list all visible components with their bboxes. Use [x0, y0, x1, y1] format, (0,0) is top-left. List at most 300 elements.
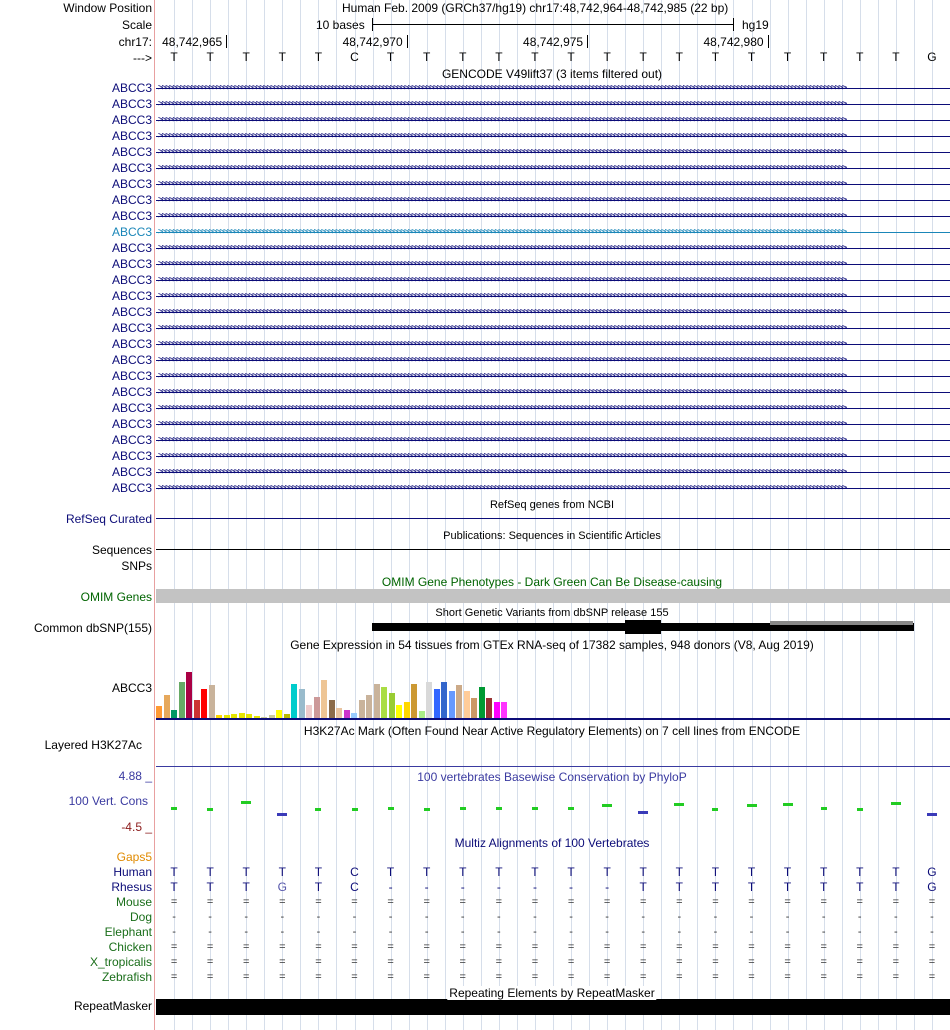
base-letter: T — [423, 50, 431, 64]
multiz-base: - — [388, 926, 393, 938]
gencode-strand-chevrons: >>>>>>>>>>>>>>>>>>>>>>>>>>>>>>>>>>>>>>>>>>>>>>>>>>>>>>>>>>>>>>>>>>>>>>>>>>>>>>>>>>>>>>>>>>>>>>>>>>>>>>>>>>>>>>>>>>>>>>>>>>>>>>>>>>>>>>>>>>>>>>>>>>>>>>>>>>>>>>>>>>>>>>>>>>>>>>>>>>>>>>>>>>>>>> — [158, 307, 846, 317]
phylop-mark[interactable] — [857, 808, 863, 811]
multiz-base: = — [531, 896, 539, 908]
gencode-gene-label[interactable]: ABCC3 — [111, 161, 152, 175]
multiz-base: = — [676, 971, 683, 983]
scale-label: Scale — [121, 18, 152, 32]
multiz-base: = — [748, 896, 755, 908]
multiz-base: - — [569, 880, 574, 894]
base-letter: T — [495, 50, 503, 64]
multiz-base: = — [495, 941, 503, 953]
ruler-tick — [587, 35, 588, 48]
multiz-gaps-label[interactable]: Gaps5 — [116, 850, 152, 864]
gtex-tissue-bar[interactable] — [479, 687, 485, 718]
db-label: hg19 — [742, 18, 769, 32]
base-letter: G — [927, 50, 937, 64]
gencode-gene-label[interactable]: ABCC3 — [111, 353, 152, 367]
ruler-position: 48,742,970 — [342, 35, 403, 49]
multiz-base: G — [927, 880, 937, 894]
multiz-base: T — [170, 880, 178, 894]
gencode-gene-label[interactable]: ABCC3 — [111, 305, 152, 319]
gtex-tissue-bar[interactable] — [374, 684, 380, 718]
gtex-tissue-bar[interactable] — [164, 695, 170, 718]
multiz-base: - — [894, 926, 898, 938]
dbsnp-variant-block[interactable] — [625, 620, 661, 634]
gtex-tissue-bar[interactable] — [359, 700, 365, 718]
multiz-base: = — [567, 971, 575, 983]
gtex-tissue-bar[interactable] — [486, 698, 492, 718]
base-letter: T — [314, 50, 323, 64]
multiz-base: T — [820, 865, 828, 879]
gencode-gene-label[interactable]: ABCC3 — [111, 289, 152, 303]
multiz-species-label[interactable]: Rhesus — [111, 880, 152, 894]
multiz-base: T — [603, 865, 611, 879]
multiz-base: - — [172, 926, 176, 938]
multiz-species-label[interactable]: Elephant — [104, 925, 152, 939]
multiz-base: T — [783, 880, 792, 894]
gtex-tissue-bar[interactable] — [329, 700, 335, 718]
gencode-gene-label[interactable]: ABCC3 — [111, 97, 152, 111]
gtex-tissue-bar[interactable] — [464, 691, 470, 718]
multiz-base: = — [351, 896, 358, 908]
publications-sequence-feature[interactable] — [156, 549, 950, 550]
gencode-gene-label[interactable]: ABCC3 — [111, 465, 152, 479]
multiz-base: - — [280, 911, 285, 923]
multiz-base: = — [531, 971, 539, 983]
multiz-base: = — [820, 896, 827, 908]
gtex-tissue-bar[interactable] — [306, 705, 312, 718]
refseq-track-title: RefSeq genes from NCBI — [489, 499, 615, 511]
gencode-gene-label[interactable]: ABCC3 — [111, 449, 152, 463]
multiz-base: - — [857, 926, 862, 938]
multiz-base: - — [244, 911, 249, 923]
gtex-tissue-bar[interactable] — [411, 684, 417, 718]
multiz-base: T — [820, 880, 828, 894]
multiz-base: = — [315, 956, 322, 968]
refseq-gene-feature[interactable] — [156, 518, 950, 519]
multiz-base: = — [423, 956, 430, 968]
gencode-gene-label[interactable]: ABCC3 — [111, 145, 152, 159]
gtex-track-title: Gene Expression in 54 tissues from GTEx RNA-seq of 17382 samples, 948 donors (V8, Aug 2019) — [290, 638, 814, 652]
ruler-position: 48,742,975 — [523, 35, 584, 49]
gencode-gene-label[interactable]: ABCC3 — [111, 257, 152, 271]
phylop-mark[interactable] — [532, 807, 538, 810]
phylop-mark[interactable] — [388, 807, 394, 810]
multiz-base: = — [603, 941, 611, 953]
gencode-strand-chevrons: >>>>>>>>>>>>>>>>>>>>>>>>>>>>>>>>>>>>>>>>>>>>>>>>>>>>>>>>>>>>>>>>>>>>>>>>>>>>>>>>>>>>>>>>>>>>>>>>>>>>>>>>>>>>>>>>>>>>>>>>>>>>>>>>>>>>>>>>>>>>>>>>>>>>>>>>>>>>>>>>>>>>>>>>>>>>>>>>>>>>>>>>>>>>>> — [158, 195, 846, 205]
scale-bar-tick-left — [372, 18, 373, 31]
multiz-base: = — [351, 941, 358, 953]
gtex-tissue-bar[interactable] — [344, 710, 350, 718]
multiz-base: = — [495, 971, 503, 983]
multiz-base: T — [675, 865, 683, 879]
multiz-base: - — [605, 880, 610, 894]
multiz-base: - — [641, 911, 646, 923]
phylop-max-label: 4.88 _ — [118, 769, 152, 783]
gencode-gene-label[interactable]: ABCC3 — [111, 385, 152, 399]
h3k27ac-track-label[interactable]: Layered H3K27Ac — [44, 738, 142, 752]
multiz-base: = — [351, 971, 358, 983]
gencode-gene-label[interactable]: ABCC3 — [111, 193, 152, 207]
multiz-base: = — [243, 896, 250, 908]
omim-gene-feature[interactable] — [156, 589, 950, 603]
multiz-base: - — [821, 911, 826, 923]
ruler-position: 48,742,980 — [703, 35, 764, 49]
phylop-mark[interactable] — [638, 811, 648, 814]
multiz-base: = — [784, 941, 791, 953]
multiz-base: = — [676, 896, 683, 908]
multiz-base: - — [641, 926, 646, 938]
multiz-base: = — [640, 971, 647, 983]
multiz-base: = — [928, 971, 936, 983]
gencode-gene-label[interactable]: ABCC3 — [111, 129, 152, 143]
repeatmasker-track-label[interactable]: RepeatMasker — [73, 999, 152, 1013]
phylop-mark[interactable] — [241, 801, 251, 804]
multiz-base: = — [748, 941, 755, 953]
gencode-gene-label[interactable]: ABCC3 — [111, 417, 152, 431]
gtex-tissue-bar[interactable] — [434, 689, 440, 718]
multiz-base: = — [820, 971, 827, 983]
multiz-base: = — [892, 896, 900, 908]
gtex-tissue-bar[interactable] — [194, 700, 200, 718]
multiz-base: - — [930, 926, 934, 938]
multiz-base: G — [927, 865, 937, 879]
multiz-base: T — [639, 865, 647, 879]
multiz-base: - — [569, 926, 573, 938]
gtex-track-label[interactable]: ABCC3 — [111, 681, 152, 695]
multiz-base: = — [856, 896, 863, 908]
base-letter: T — [170, 50, 178, 64]
phylop-track-label[interactable]: 100 Vert. Cons — [68, 794, 148, 808]
multiz-species-label[interactable]: Dog — [129, 910, 152, 924]
gencode-strand-chevrons: >>>>>>>>>>>>>>>>>>>>>>>>>>>>>>>>>>>>>>>>>>>>>>>>>>>>>>>>>>>>>>>>>>>>>>>>>>>>>>>>>>>>>>>>>>>>>>>>>>>>>>>>>>>>>>>>>>>>>>>>>>>>>>>>>>>>>>>>>>>>>>>>>>>>>>>>>>>>>>>>>>>>>>>>>>>>>>>>>>>>>>>>>>>>>> — [158, 163, 846, 173]
base-letter: T — [892, 50, 900, 64]
multiz-base: G — [277, 880, 287, 894]
phylop-mark[interactable] — [460, 807, 466, 810]
multiz-base: = — [423, 971, 430, 983]
multiz-base: - — [460, 880, 465, 894]
multiz-base: = — [423, 896, 430, 908]
multiz-base: - — [749, 911, 754, 923]
multiz-base: - — [785, 911, 790, 923]
gencode-strand-chevrons: >>>>>>>>>>>>>>>>>>>>>>>>>>>>>>>>>>>>>>>>>>>>>>>>>>>>>>>>>>>>>>>>>>>>>>>>>>>>>>>>>>>>>>>>>>>>>>>>>>>>>>>>>>>>>>>>>>>>>>>>>>>>>>>>>>>>>>>>>>>>>>>>>>>>>>>>>>>>>>>>>>>>>>>>>>>>>>>>>>>>>>>>>>>>>> — [158, 467, 846, 477]
dbsnp-track-label[interactable]: Common dbSNP(155) — [33, 621, 152, 635]
multiz-base: T — [314, 865, 323, 879]
gtex-tissue-bar[interactable] — [449, 691, 455, 718]
base-letter: T — [747, 50, 756, 64]
gencode-strand-chevrons: >>>>>>>>>>>>>>>>>>>>>>>>>>>>>>>>>>>>>>>>>>>>>>>>>>>>>>>>>>>>>>>>>>>>>>>>>>>>>>>>>>>>>>>>>>>>>>>>>>>>>>>>>>>>>>>>>>>>>>>>>>>>>>>>>>>>>>>>>>>>>>>>>>>>>>>>>>>>>>>>>>>>>>>>>>>>>>>>>>>>>>>>>>>>>> — [158, 291, 846, 301]
gtex-baseline — [156, 718, 950, 720]
gtex-tissue-bar[interactable] — [471, 698, 477, 718]
dbsnp-variant-grey[interactable] — [770, 621, 913, 625]
multiz-base: = — [170, 956, 178, 968]
gtex-tissue-bar[interactable] — [171, 710, 177, 718]
multiz-base: = — [315, 941, 322, 953]
multiz-base: T — [170, 865, 178, 879]
phylop-mark[interactable] — [927, 813, 937, 816]
gencode-strand-chevrons: >>>>>>>>>>>>>>>>>>>>>>>>>>>>>>>>>>>>>>>>>>>>>>>>>>>>>>>>>>>>>>>>>>>>>>>>>>>>>>>>>>>>>>>>>>>>>>>>>>>>>>>>>>>>>>>>>>>>>>>>>>>>>>>>>>>>>>>>>>>>>>>>>>>>>>>>>>>>>>>>>>>>>>>>>>>>>>>>>>>>>>>>>>>>>> — [158, 355, 846, 365]
gencode-gene-label[interactable]: ABCC3 — [111, 113, 152, 127]
multiz-base: = — [712, 941, 719, 953]
omim-track-title: OMIM Gene Phenotypes - Dark Green Can Be Disease-causing — [381, 575, 723, 589]
gtex-tissue-bar[interactable] — [291, 684, 297, 718]
phylop-mark[interactable] — [674, 803, 684, 806]
multiz-base: = — [279, 956, 286, 968]
multiz-base: = — [892, 941, 900, 953]
multiz-base: = — [567, 956, 575, 968]
gencode-strand-chevrons: >>>>>>>>>>>>>>>>>>>>>>>>>>>>>>>>>>>>>>>>>>>>>>>>>>>>>>>>>>>>>>>>>>>>>>>>>>>>>>>>>>>>>>>>>>>>>>>>>>>>>>>>>>>>>>>>>>>>>>>>>>>>>>>>>>>>>>>>>>>>>>>>>>>>>>>>>>>>>>>>>>>>>>>>>>>>>>>>>>>>>>>>>>>>>> — [158, 403, 846, 413]
multiz-base: = — [892, 971, 900, 983]
scale-bar — [372, 24, 734, 25]
phylop-mark[interactable] — [496, 807, 502, 810]
multiz-base: = — [784, 956, 791, 968]
multiz-base: - — [388, 911, 393, 923]
multiz-base: T — [639, 880, 647, 894]
repeatmasker-feature[interactable] — [156, 999, 950, 1015]
phylop-mark[interactable] — [171, 807, 177, 810]
phylop-mark[interactable] — [821, 807, 827, 810]
multiz-base: T — [892, 865, 900, 879]
multiz-species-label[interactable]: X_tropicalis — [89, 955, 152, 969]
gencode-gene-label[interactable]: ABCC3 — [111, 401, 152, 415]
multiz-base: T — [278, 865, 286, 879]
multiz-base: T — [242, 865, 250, 879]
multiz-base: T — [856, 865, 864, 879]
multiz-base: = — [387, 896, 394, 908]
base-letter: T — [639, 50, 647, 64]
gtex-tissue-bar[interactable] — [366, 695, 372, 718]
multiz-base: - — [244, 926, 249, 938]
multiz-base: = — [820, 956, 827, 968]
publications-snps-label[interactable]: SNPs — [121, 559, 152, 573]
gencode-strand-chevrons: >>>>>>>>>>>>>>>>>>>>>>>>>>>>>>>>>>>>>>>>>>>>>>>>>>>>>>>>>>>>>>>>>>>>>>>>>>>>>>>>>>>>>>>>>>>>>>>>>>>>>>>>>>>>>>>>>>>>>>>>>>>>>>>>>>>>>>>>>>>>>>>>>>>>>>>>>>>>>>>>>>>>>>>>>>>>>>>>>>>>>>>>>>>>>> — [158, 211, 846, 221]
multiz-base: = — [206, 896, 214, 908]
gtex-tissue-bar[interactable] — [209, 685, 215, 718]
multiz-base: - — [532, 880, 537, 894]
gencode-gene-label[interactable]: ABCC3 — [111, 209, 152, 223]
multiz-base: T — [711, 865, 720, 879]
multiz-base: = — [640, 956, 647, 968]
multiz-track-title: Multiz Alignments of 100 Vertebrates — [454, 836, 650, 850]
phylop-mark[interactable] — [602, 804, 612, 807]
multiz-base: = — [495, 896, 503, 908]
multiz-base: T — [856, 880, 864, 894]
multiz-base: = — [423, 941, 430, 953]
multiz-base: - — [821, 926, 826, 938]
multiz-base: T — [747, 880, 756, 894]
gtex-tissue-bar[interactable] — [321, 680, 327, 718]
multiz-base: = — [459, 941, 466, 953]
multiz-species-label[interactable]: Chicken — [108, 940, 152, 954]
multiz-base: - — [894, 911, 898, 923]
gtex-tissue-bar[interactable] — [419, 711, 425, 718]
gencode-gene-label[interactable]: ABCC3 — [111, 369, 152, 383]
gencode-strand-chevrons: >>>>>>>>>>>>>>>>>>>>>>>>>>>>>>>>>>>>>>>>>>>>>>>>>>>>>>>>>>>>>>>>>>>>>>>>>>>>>>>>>>>>>>>>>>>>>>>>>>>>>>>>>>>>>>>>>>>>>>>>>>>>>>>>>>>>>>>>>>>>>>>>>>>>>>>>>>>>>>>>>>>>>>>>>>>>>>>>>>>>>>>>>>>>>> — [158, 147, 846, 157]
gencode-gene-label[interactable]: ABCC3 — [111, 81, 152, 95]
scale-bar-tick-right — [733, 18, 734, 31]
phylop-mark[interactable] — [891, 802, 901, 805]
multiz-base: = — [784, 971, 791, 983]
multiz-species-label[interactable]: Human — [113, 865, 152, 879]
multiz-base: = — [170, 941, 178, 953]
dbsnp-track-title: Short Genetic Variants from dbSNP release 155 — [435, 607, 669, 619]
phylop-mark[interactable] — [277, 813, 287, 816]
gtex-tissue-bar[interactable] — [299, 689, 305, 718]
multiz-base: = — [279, 941, 286, 953]
phylop-mark[interactable] — [315, 808, 321, 811]
base-letter: T — [242, 50, 250, 64]
window-position-label: Window Position — [63, 1, 152, 15]
base-letter: T — [603, 50, 611, 64]
multiz-base: - — [497, 911, 501, 923]
gtex-tissue-bar[interactable] — [179, 682, 185, 718]
multiz-base: = — [495, 956, 503, 968]
multiz-base: = — [459, 896, 466, 908]
chrom-label: chr17: — [118, 35, 152, 49]
gencode-strand-chevrons: >>>>>>>>>>>>>>>>>>>>>>>>>>>>>>>>>>>>>>>>>>>>>>>>>>>>>>>>>>>>>>>>>>>>>>>>>>>>>>>>>>>>>>>>>>>>>>>>>>>>>>>>>>>>>>>>>>>>>>>>>>>>>>>>>>>>>>>>>>>>>>>>>>>>>>>>>>>>>>>>>>>>>>>>>>>>>>>>>>>>>>>>>>>>>> — [158, 243, 846, 253]
phylop-mark[interactable] — [712, 808, 718, 811]
phylop-mark[interactable] — [424, 808, 430, 811]
multiz-base: - — [424, 880, 429, 894]
gtex-tissue-bar[interactable] — [186, 672, 192, 718]
multiz-base: = — [243, 956, 250, 968]
gtex-tissue-bar[interactable] — [381, 687, 387, 718]
multiz-base: T — [423, 865, 431, 879]
gencode-strand-chevrons: >>>>>>>>>>>>>>>>>>>>>>>>>>>>>>>>>>>>>>>>>>>>>>>>>>>>>>>>>>>>>>>>>>>>>>>>>>>>>>>>>>>>>>>>>>>>>>>>>>>>>>>>>>>>>>>>>>>>>>>>>>>>>>>>>>>>>>>>>>>>>>>>>>>>>>>>>>>>>>>>>>>>>>>>>>>>>>>>>>>>>>>>>>>>>> — [158, 387, 846, 397]
gencode-strand-chevrons: >>>>>>>>>>>>>>>>>>>>>>>>>>>>>>>>>>>>>>>>>>>>>>>>>>>>>>>>>>>>>>>>>>>>>>>>>>>>>>>>>>>>>>>>>>>>>>>>>>>>>>>>>>>>>>>>>>>>>>>>>>>>>>>>>>>>>>>>>>>>>>>>>>>>>>>>>>>>>>>>>>>>>>>>>>>>>>>>>>>>>>>>>>>>>> — [158, 483, 846, 493]
base-letter: T — [856, 50, 864, 64]
multiz-species-label[interactable]: Zebrafish — [101, 970, 152, 984]
multiz-base: = — [928, 896, 936, 908]
multiz-base: = — [640, 896, 647, 908]
gtex-tissue-bar[interactable] — [501, 702, 507, 718]
multiz-base: T — [495, 865, 503, 879]
gtex-tissue-bar[interactable] — [314, 697, 320, 718]
gtex-tissue-bar[interactable] — [276, 710, 282, 718]
multiz-base: = — [387, 971, 394, 983]
phylop-mark[interactable] — [783, 803, 793, 806]
publications-sequences-label[interactable]: Sequences — [91, 543, 152, 557]
multiz-base: T — [675, 880, 683, 894]
multiz-base: = — [279, 971, 286, 983]
gtex-tissue-bar[interactable] — [494, 702, 500, 718]
multiz-base: - — [605, 926, 609, 938]
gencode-gene-label[interactable]: ABCC3 — [111, 273, 152, 287]
multiz-base: - — [533, 911, 537, 923]
gtex-tissue-bar[interactable] — [441, 682, 447, 718]
multiz-base: - — [677, 926, 682, 938]
multiz-base: T — [711, 880, 720, 894]
gencode-strand-chevrons: >>>>>>>>>>>>>>>>>>>>>>>>>>>>>>>>>>>>>>>>>>>>>>>>>>>>>>>>>>>>>>>>>>>>>>>>>>>>>>>>>>>>>>>>>>>>>>>>>>>>>>>>>>>>>>>>>>>>>>>>>>>>>>>>>>>>>>>>>>>>>>>>>>>>>>>>>>>>>>>>>>>>>>>>>>>>>>>>>>>>>>>>>>>>>> — [158, 99, 846, 109]
gtex-tissue-bar[interactable] — [396, 705, 402, 718]
multiz-base: = — [531, 956, 539, 968]
multiz-base: = — [243, 941, 250, 953]
multiz-base: = — [387, 941, 394, 953]
multiz-base: - — [352, 926, 357, 938]
base-letter: T — [675, 50, 683, 64]
phylop-mark[interactable] — [568, 807, 574, 810]
multiz-base: T — [314, 880, 323, 894]
gtex-tissue-bar[interactable] — [404, 702, 410, 718]
gencode-gene-label[interactable]: ABCC3 — [111, 481, 152, 495]
multiz-base: = — [567, 896, 575, 908]
multiz-base: - — [857, 911, 862, 923]
gencode-strand-chevrons: >>>>>>>>>>>>>>>>>>>>>>>>>>>>>>>>>>>>>>>>>>>>>>>>>>>>>>>>>>>>>>>>>>>>>>>>>>>>>>>>>>>>>>>>>>>>>>>>>>>>>>>>>>>>>>>>>>>>>>>>>>>>>>>>>>>>>>>>>>>>>>>>>>>>>>>>>>>>>>>>>>>>>>>>>>>>>>>>>>>>>>>>>>>>>> — [158, 259, 846, 269]
multiz-base: T — [206, 880, 214, 894]
phylop-min-label: -4.5 _ — [121, 820, 152, 834]
multiz-base: - — [208, 911, 212, 923]
gencode-gene-label[interactable]: ABCC3 — [111, 433, 152, 447]
phylop-mark[interactable] — [352, 808, 358, 811]
h3k27ac-track-title: H3K27Ac Mark (Often Found Near Active Regulatory Elements) on 7 cell lines from ENCODE — [303, 724, 801, 738]
multiz-base: = — [603, 971, 611, 983]
gencode-gene-label[interactable]: ABCC3 — [111, 321, 152, 335]
multiz-base: - — [352, 911, 357, 923]
multiz-base: = — [712, 896, 719, 908]
base-letter: C — [350, 50, 359, 64]
strand-arrow-label: ---> — [133, 51, 152, 65]
phylop-mark[interactable] — [207, 808, 213, 811]
multiz-base: = — [748, 971, 755, 983]
multiz-base: = — [676, 941, 683, 953]
ruler-tick — [226, 35, 227, 48]
multiz-base: - — [533, 926, 537, 938]
multiz-base: - — [605, 911, 609, 923]
gencode-gene-label[interactable]: ABCC3 — [111, 241, 152, 255]
multiz-base: = — [820, 941, 827, 953]
multiz-base: = — [856, 941, 863, 953]
multiz-base: = — [892, 956, 900, 968]
multiz-base: = — [856, 971, 863, 983]
gencode-strand-chevrons: >>>>>>>>>>>>>>>>>>>>>>>>>>>>>>>>>>>>>>>>>>>>>>>>>>>>>>>>>>>>>>>>>>>>>>>>>>>>>>>>>>>>>>>>>>>>>>>>>>>>>>>>>>>>>>>>>>>>>>>>>>>>>>>>>>>>>>>>>>>>>>>>>>>>>>>>>>>>>>>>>>>>>>>>>>>>>>>>>>>>>>>>>>>>>> — [158, 371, 846, 381]
base-letter: T — [206, 50, 214, 64]
gencode-gene-label[interactable]: ABCC3 — [111, 177, 152, 191]
gencode-gene-label[interactable]: ABCC3 — [111, 337, 152, 351]
multiz-base: - — [388, 880, 393, 894]
multiz-base: = — [748, 956, 755, 968]
gencode-strand-chevrons: >>>>>>>>>>>>>>>>>>>>>>>>>>>>>>>>>>>>>>>>>>>>>>>>>>>>>>>>>>>>>>>>>>>>>>>>>>>>>>>>>>>>>>>>>>>>>>>>>>>>>>>>>>>>>>>>>>>>>>>>>>>>>>>>>>>>>>>>>>>>>>>>>>>>>>>>>>>>>>>>>>>>>>>>>>>>>>>>>>>>>>>>>>>>>> — [158, 115, 846, 125]
gtex-tissue-bar[interactable] — [456, 685, 462, 718]
gtex-tissue-bar[interactable] — [336, 708, 342, 718]
omim-track-label[interactable]: OMIM Genes — [80, 590, 152, 604]
base-letter: T — [567, 50, 575, 64]
gtex-tissue-bar[interactable] — [389, 693, 395, 718]
gencode-strand-chevrons: >>>>>>>>>>>>>>>>>>>>>>>>>>>>>>>>>>>>>>>>>>>>>>>>>>>>>>>>>>>>>>>>>>>>>>>>>>>>>>>>>>>>>>>>>>>>>>>>>>>>>>>>>>>>>>>>>>>>>>>>>>>>>>>>>>>>>>>>>>>>>>>>>>>>>>>>>>>>>>>>>>>>>>>>>>>>>>>>>>>>>>>>>>>>>> — [158, 435, 846, 445]
refseq-track-label[interactable]: RefSeq Curated — [65, 512, 152, 526]
multiz-base: - — [316, 911, 321, 923]
multiz-base: T — [531, 865, 539, 879]
gtex-tissue-bar[interactable] — [156, 706, 162, 718]
multiz-base: = — [351, 956, 358, 968]
multiz-base: C — [350, 865, 359, 879]
multiz-base: - — [569, 911, 573, 923]
h3k27ac-baseline — [156, 766, 950, 767]
multiz-base: = — [315, 896, 322, 908]
phylop-track-title: 100 vertebrates Basewise Conservation by PhyloP — [417, 770, 687, 784]
gtex-tissue-bar[interactable] — [201, 689, 207, 718]
gtex-tissue-bar[interactable] — [426, 682, 432, 718]
gencode-gene-label[interactable]: ABCC3 — [111, 225, 152, 239]
multiz-species-label[interactable]: Mouse — [115, 895, 152, 909]
publications-track-title: Publications: Sequences in Scientific Articles — [443, 530, 661, 542]
multiz-base: = — [531, 941, 539, 953]
multiz-base: = — [459, 956, 466, 968]
gencode-strand-chevrons: >>>>>>>>>>>>>>>>>>>>>>>>>>>>>>>>>>>>>>>>>>>>>>>>>>>>>>>>>>>>>>>>>>>>>>>>>>>>>>>>>>>>>>>>>>>>>>>>>>>>>>>>>>>>>>>>>>>>>>>>>>>>>>>>>>>>>>>>>>>>>>>>>>>>>>>>>>>>>>>>>>>>>>>>>>>>>>>>>>>>>>>>>>>>>> — [158, 227, 846, 237]
multiz-base: - — [713, 911, 718, 923]
phylop-mark[interactable] — [747, 804, 757, 807]
multiz-base: = — [603, 956, 611, 968]
multiz-base: = — [206, 941, 214, 953]
